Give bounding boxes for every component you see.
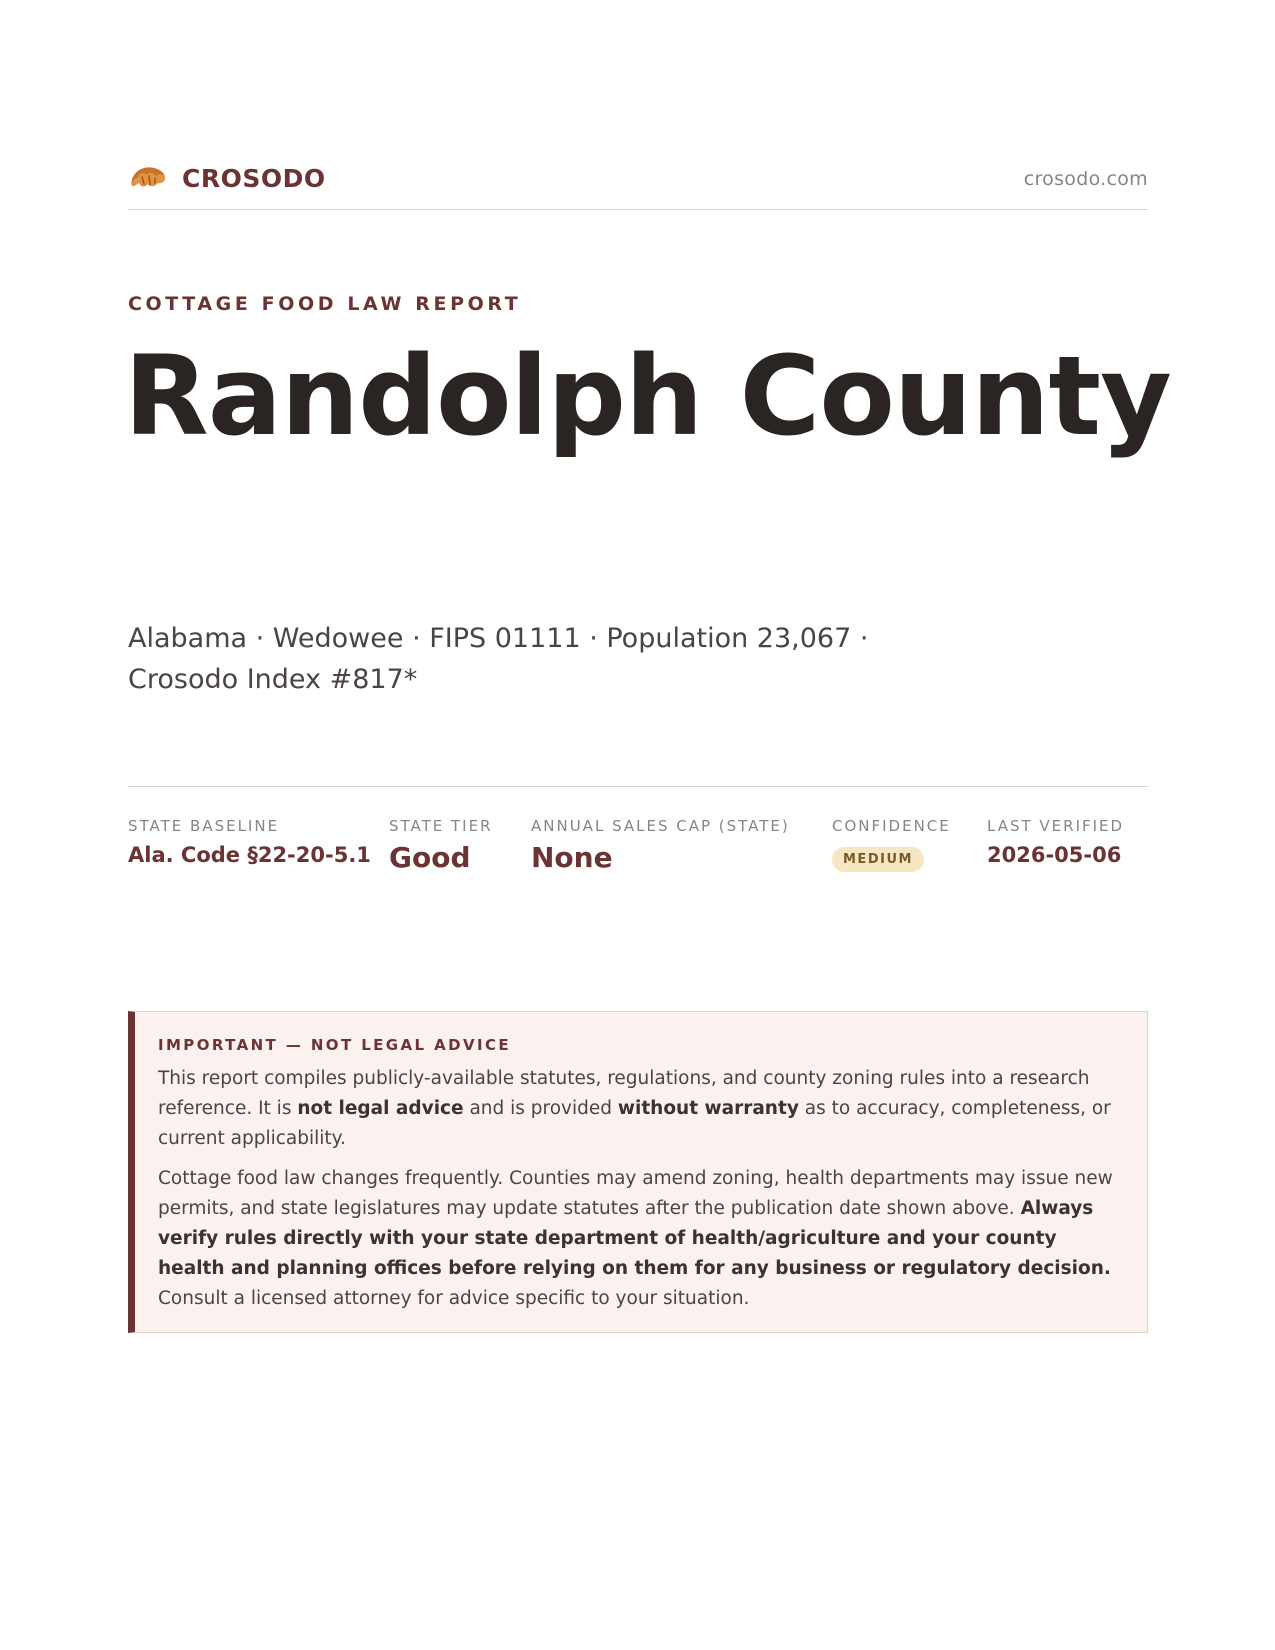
text-span: This report compiles publicly-available statutes, regulations, and county zoning rules into a research reference. It is bbox=[158, 1068, 1090, 1119]
stat-label: ANNUAL SALES CAP (STATE) bbox=[531, 817, 790, 835]
stat-sales-cap bbox=[531, 817, 790, 874]
text-strong: not legal advice bbox=[297, 1098, 464, 1119]
stat-value: Good bbox=[389, 841, 471, 874]
text-span: as to accuracy, completeness, or current applicability. bbox=[158, 1098, 1111, 1149]
county-meta-line2: Crosodo Index #817* bbox=[128, 664, 418, 695]
confidence-badge: MEDIUM bbox=[832, 847, 924, 872]
legal-disclaimer bbox=[128, 1011, 1148, 1333]
text-strong: Always verify rules directly with your state department of health/agriculture and your county health and planning offices before relying on them for any business or regulatory decision. bbox=[158, 1198, 1111, 1279]
stat-state-baseline bbox=[128, 817, 371, 867]
text-strong: without warranty bbox=[617, 1098, 799, 1119]
stat-label: STATE TIER bbox=[389, 817, 493, 835]
county-meta-line1: Alabama · Wedowee · FIPS 01111 · Population 23,067 · bbox=[128, 623, 869, 654]
text-span: Cottage food law changes frequently. Counties may amend zoning, health departments may issue new permits, and state legislatures may update statutes after the publication date shown above. bbox=[158, 1168, 1113, 1219]
brand bbox=[128, 160, 326, 196]
stat-value: None bbox=[531, 841, 613, 874]
brand-name[interactable]: CROSODO bbox=[182, 163, 326, 193]
stat-value: 2026-05-06 bbox=[987, 843, 1122, 867]
stat-label: CONFIDENCE bbox=[832, 817, 951, 835]
stat-value: Ala. Code §22-20-5.1 bbox=[128, 843, 371, 867]
stat-label: STATE BASELINE bbox=[128, 817, 280, 835]
text-span: and is provided bbox=[463, 1098, 618, 1119]
county-meta bbox=[128, 618, 948, 700]
stat-state-tier bbox=[389, 817, 493, 874]
page-title: Randolph County bbox=[124, 332, 1171, 460]
page-header bbox=[128, 158, 1148, 210]
disclaimer-paragraph-2 bbox=[158, 1164, 1123, 1314]
stat-confidence bbox=[832, 817, 951, 872]
croissant-icon bbox=[128, 160, 168, 196]
stats-row bbox=[128, 786, 1148, 887]
text-span: Consult a licensed attorney for advice specific to your situation. bbox=[158, 1288, 750, 1309]
stat-label: LAST VERIFIED bbox=[987, 817, 1125, 835]
site-url-link[interactable]: crosodo.com bbox=[1023, 168, 1148, 190]
stat-last-verified bbox=[987, 817, 1124, 867]
disclaimer-paragraph-1 bbox=[158, 1064, 1123, 1154]
report-page bbox=[124, 0, 1171, 1650]
disclaimer-title: IMPORTANT — NOT LEGAL ADVICE bbox=[158, 1036, 512, 1054]
report-eyebrow: COTTAGE FOOD LAW REPORT bbox=[128, 293, 522, 315]
